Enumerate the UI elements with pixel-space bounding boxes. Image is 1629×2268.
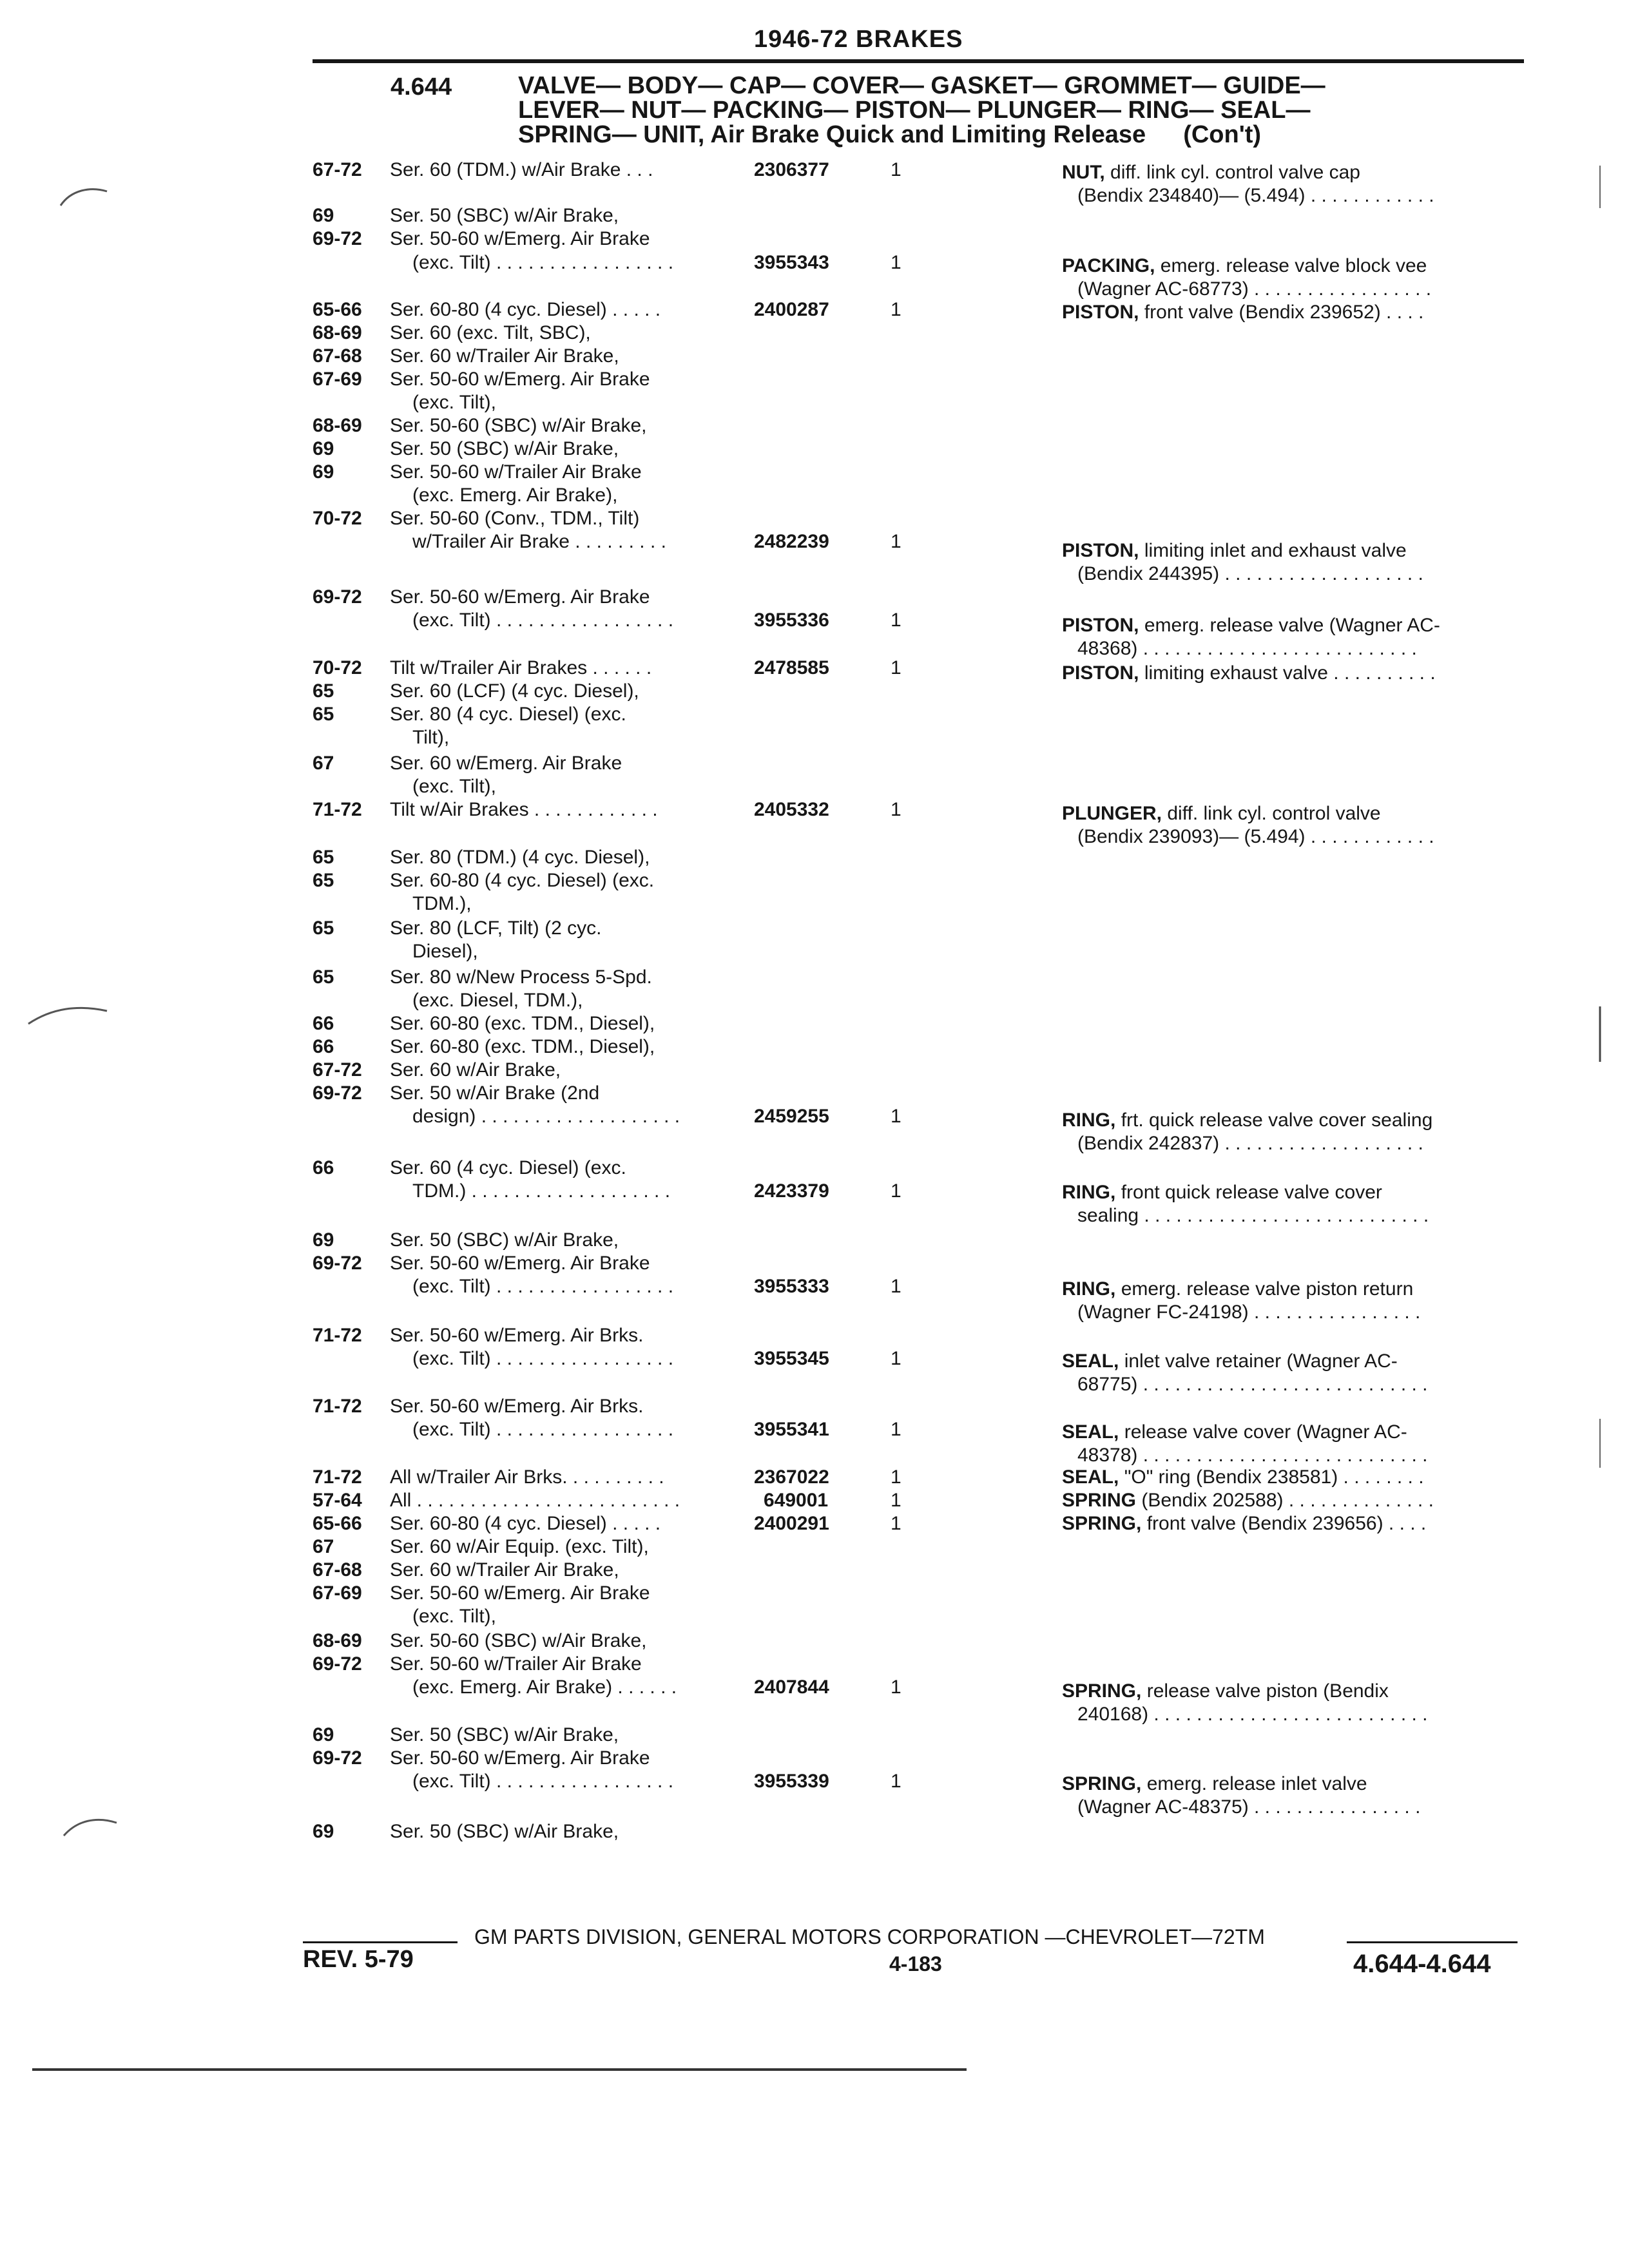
section-number: 4.644 — [390, 73, 452, 101]
row-application: w/Trailer Air Brake . . . . . . . . . — [412, 531, 666, 552]
row-description-line-2: (Wagner AC-48375) . . . . . . . . . . . . . . . . — [1077, 1796, 1421, 1818]
row-part-number: 2400291 — [754, 1513, 829, 1534]
row-quantity: 1 — [891, 1677, 901, 1698]
row-description-text: emerg. release valve piston return — [1121, 1278, 1414, 1300]
row-years: 68-69 — [313, 415, 362, 436]
row-part-name: SPRING — [1062, 1490, 1137, 1511]
row-application-line-2: (exc. Diesel, TDM.), — [412, 990, 583, 1011]
row-description — [1062, 1110, 1432, 1131]
row-description-text: emerg. release valve block vee — [1160, 255, 1427, 276]
row-description — [1062, 615, 1440, 637]
row-part-number: 3955343 — [754, 252, 829, 273]
row-years: 65 — [313, 870, 334, 891]
row-part-name: RING, — [1062, 1278, 1116, 1300]
row-years: 65 — [313, 680, 334, 702]
binder-hole-mark-icon — [58, 184, 110, 209]
row-application: Ser. 60-80 (exc. TDM., Diesel), — [390, 1013, 655, 1034]
row-years: 65-66 — [313, 299, 362, 320]
row-quantity: 1 — [891, 299, 901, 320]
row-application: Ser. 60 (4 cyc. Diesel) (exc. — [390, 1157, 626, 1178]
row-description-text: limiting exhaust valve . . . . . . . . . . — [1144, 662, 1436, 684]
row-application: Ser. 80 w/New Process 5-Spd. — [390, 966, 652, 988]
row-description — [1062, 255, 1427, 277]
footer-section-range: 4.644-4.644 — [1353, 1950, 1491, 1978]
row-quantity: 1 — [891, 252, 901, 273]
row-part-number: 3955339 — [754, 1771, 829, 1792]
footer-page-number: 4-183 — [889, 1952, 942, 1975]
row-years: 68-69 — [313, 1630, 362, 1651]
row-application: (exc. Emerg. Air Brake) . . . . . . — [412, 1677, 677, 1698]
row-application: Ser. 50-60 w/Emerg. Air Brks. — [390, 1396, 644, 1417]
row-quantity: 1 — [891, 1771, 901, 1792]
row-years: 67 — [313, 1536, 334, 1557]
row-application: Ser. 50-60 (SBC) w/Air Brake, — [390, 1630, 647, 1651]
row-application: Ser. 50-60 w/Emerg. Air Brake — [390, 369, 650, 390]
row-application: Ser. 50 (SBC) w/Air Brake, — [390, 1724, 619, 1745]
row-part-number: 2367022 — [754, 1466, 829, 1488]
row-quantity: 1 — [891, 610, 901, 631]
row-application: Ser. 80 (LCF, Tilt) (2 cyc. — [390, 918, 602, 939]
row-years: 67-69 — [313, 1582, 362, 1604]
row-application: Ser. 50-60 (SBC) w/Air Brake, — [390, 415, 647, 436]
row-quantity: 1 — [891, 1180, 901, 1202]
row-description-text: emerg. release valve (Wagner AC- — [1144, 615, 1440, 636]
row-description-text: inlet valve retainer (Wagner AC- — [1124, 1350, 1398, 1372]
row-years: 69-72 — [313, 586, 362, 608]
row-description-text: front valve (Bendix 239656) . . . . — [1146, 1513, 1427, 1534]
row-application-line-2: (exc. Emerg. Air Brake), — [412, 485, 618, 506]
section-title-line-2: LEVER— NUT— PACKING— PISTON— PLUNGER— RING— SEAL— — [518, 97, 1311, 124]
row-application: Ser. 60 w/Air Brake, — [390, 1059, 561, 1081]
row-years: 69-72 — [313, 1253, 362, 1274]
row-years: 65 — [313, 966, 334, 988]
row-application: TDM.) . . . . . . . . . . . . . . . . . . . — [412, 1180, 671, 1202]
footer-rule-left — [303, 1941, 458, 1943]
row-years: 66 — [313, 1157, 334, 1178]
row-years: 69-72 — [313, 228, 362, 249]
row-application: Ser. 60-80 (4 cyc. Diesel) . . . . . — [390, 1513, 661, 1534]
row-part-number: 2478585 — [754, 657, 829, 678]
row-years: 69 — [313, 205, 334, 226]
binder-hole-mark-icon — [26, 1002, 110, 1028]
row-application: Ser. 60 (TDM.) w/Air Brake . . . — [390, 159, 653, 180]
row-application: Ser. 50-60 w/Trailer Air Brake — [390, 461, 642, 483]
row-application: Ser. 80 (4 cyc. Diesel) (exc. — [390, 704, 626, 725]
row-description — [1062, 162, 1360, 184]
row-years: 68-69 — [313, 322, 362, 343]
row-quantity: 1 — [891, 1276, 901, 1297]
row-years: 67-69 — [313, 369, 362, 390]
row-application-line-2: (exc. Tilt), — [412, 392, 497, 413]
continued-label: (Con't) — [1183, 121, 1262, 148]
row-quantity: 1 — [891, 799, 901, 820]
row-description — [1062, 1182, 1382, 1204]
row-years: 70-72 — [313, 508, 362, 529]
row-years: 65 — [313, 918, 334, 939]
row-description-line-2: (Bendix 234840)— (5.494) . . . . . . . . . . . . — [1077, 185, 1434, 206]
row-part-name: SEAL, — [1062, 1350, 1119, 1372]
row-part-number: 2400287 — [754, 299, 829, 320]
row-years: 71-72 — [313, 1396, 362, 1417]
row-description — [1062, 1278, 1413, 1300]
row-years: 70-72 — [313, 657, 362, 678]
row-years: 67-68 — [313, 345, 362, 367]
row-part-name: PISTON, — [1062, 662, 1139, 684]
row-application: Ser. 50 w/Air Brake (2nd — [390, 1082, 600, 1104]
row-part-number: 2407844 — [754, 1677, 829, 1698]
row-description — [1062, 302, 1423, 323]
row-years: 57-64 — [313, 1490, 362, 1511]
row-application-line-2: (exc. Tilt), — [412, 776, 497, 797]
row-part-number: 2405332 — [754, 799, 829, 820]
row-years: 67-72 — [313, 159, 362, 180]
row-description-text: release valve cover (Wagner AC- — [1124, 1421, 1407, 1443]
row-application: Ser. 50-60 w/Emerg. Air Brake — [390, 586, 650, 608]
row-application: Tilt w/Air Brakes . . . . . . . . . . . . — [390, 799, 658, 820]
section-title-line-1: VALVE— BODY— CAP— COVER— GASKET— GROMMET— GUIDE— — [518, 72, 1325, 99]
row-application: Ser. 60 w/Emerg. Air Brake — [390, 753, 622, 774]
row-part-name: PACKING, — [1062, 255, 1155, 276]
row-quantity: 1 — [891, 159, 901, 180]
row-description — [1062, 1680, 1389, 1702]
row-quantity: 1 — [891, 1348, 901, 1369]
row-part-number: 2459255 — [754, 1106, 829, 1127]
row-part-number: 3955336 — [754, 610, 829, 631]
row-part-name: SEAL, — [1062, 1466, 1119, 1488]
row-description-text: diff. link cyl. control valve — [1167, 803, 1381, 824]
scan-bottom-rule — [32, 2068, 967, 2071]
footer-corporation: GM PARTS DIVISION, GENERAL MOTORS CORPORATION —CHEVROLET—72TM — [474, 1925, 1265, 1948]
footer-rule-right — [1347, 1941, 1518, 1943]
row-part-name: RING, — [1062, 1182, 1116, 1203]
row-description — [1062, 1773, 1367, 1795]
scan-edge-speck-icon — [1597, 1005, 1603, 1063]
row-years: 69-72 — [313, 1082, 362, 1104]
row-application: Ser. 60-80 (exc. TDM., Diesel), — [390, 1036, 655, 1057]
row-quantity: 1 — [891, 531, 901, 552]
row-application: Ser. 50-60 w/Emerg. Air Brake — [390, 1253, 650, 1274]
row-description-line-2: sealing . . . . . . . . . . . . . . . . . . . . . . . . . . . — [1077, 1205, 1429, 1226]
row-years: 69 — [313, 1229, 334, 1251]
row-years: 69 — [313, 438, 334, 459]
row-quantity: 1 — [891, 1513, 901, 1534]
row-application: Ser. 50-60 w/Trailer Air Brake — [390, 1653, 642, 1675]
row-description — [1062, 1350, 1398, 1372]
section-title-line-3-text: SPRING— UNIT, Air Brake Quick and Limiting Release — [518, 121, 1146, 148]
row-part-number: 2306377 — [754, 159, 829, 180]
section-title — [518, 73, 1523, 147]
row-application: Ser. 50-60 (Conv., TDM., Tilt) — [390, 508, 640, 529]
row-description-line-2: (Bendix 239093)— (5.494) . . . . . . . . . . . . — [1077, 826, 1434, 847]
row-part-name: SEAL, — [1062, 1421, 1119, 1443]
row-part-number: 3955345 — [754, 1348, 829, 1369]
row-application: Ser. 50 (SBC) w/Air Brake, — [390, 1821, 619, 1842]
row-application: (exc. Tilt) . . . . . . . . . . . . . . . . . — [412, 1771, 674, 1792]
row-application: (exc. Tilt) . . . . . . . . . . . . . . . . . — [412, 1419, 674, 1440]
row-years: 69 — [313, 461, 334, 483]
row-part-number: 649001 — [764, 1490, 829, 1511]
row-part-number: 3955333 — [754, 1276, 829, 1297]
row-description-line-2: 48378) . . . . . . . . . . . . . . . . . . . . . . . . . . . — [1077, 1445, 1428, 1466]
row-application: (exc. Tilt) . . . . . . . . . . . . . . . . . — [412, 1276, 674, 1297]
row-application: Ser. 60 w/Air Equip. (exc. Tilt), — [390, 1536, 649, 1557]
row-years: 69 — [313, 1821, 334, 1842]
row-application: Ser. 60-80 (4 cyc. Diesel) . . . . . — [390, 299, 661, 320]
row-description-line-2: 48368) . . . . . . . . . . . . . . . . . . . . . . . . . . — [1077, 638, 1417, 659]
row-description-text: frt. quick release valve cover sealing — [1121, 1110, 1433, 1131]
row-description — [1062, 1490, 1434, 1512]
row-years: 71-72 — [313, 799, 362, 820]
row-part-name: SPRING, — [1062, 1680, 1142, 1702]
row-years: 69-72 — [313, 1653, 362, 1675]
page-header-title: 1946-72 BRAKES — [754, 26, 963, 53]
row-application: All w/Trailer Air Brks. . . . . . . . . . — [390, 1466, 664, 1488]
row-description-text: "O" ring (Bendix 238581) . . . . . . . . — [1124, 1466, 1424, 1488]
row-application: Ser. 60 (exc. Tilt, SBC), — [390, 322, 591, 343]
row-description-line-2: 240168) . . . . . . . . . . . . . . . . . . . . . . . . . . — [1077, 1704, 1428, 1725]
row-application: Ser. 50 (SBC) w/Air Brake, — [390, 438, 619, 459]
row-quantity: 1 — [891, 1106, 901, 1127]
row-description-line-2: (Bendix 244395) . . . . . . . . . . . . . . . . . . . — [1077, 563, 1423, 584]
row-application: Ser. 80 (TDM.) (4 cyc. Diesel), — [390, 847, 650, 868]
row-application: Ser. 60 w/Trailer Air Brake, — [390, 345, 619, 367]
row-application-line-2: Diesel), — [412, 941, 478, 962]
row-years: 66 — [313, 1013, 334, 1034]
row-part-number: 2423379 — [754, 1180, 829, 1202]
row-application-line-2: (exc. Tilt), — [412, 1606, 497, 1627]
scan-edge-speck-icon — [1597, 1418, 1603, 1469]
row-part-name: PISTON, — [1062, 615, 1139, 636]
row-application: Ser. 50-60 w/Emerg. Air Brake — [390, 228, 650, 249]
row-years: 67-72 — [313, 1059, 362, 1081]
row-application: Ser. 50 (SBC) w/Air Brake, — [390, 205, 619, 226]
section-title-line-3 — [518, 122, 1523, 147]
row-description-line-2: (Bendix 242837) . . . . . . . . . . . . . . . . . . . — [1077, 1133, 1423, 1154]
row-application: Ser. 60-80 (4 cyc. Diesel) (exc. — [390, 870, 655, 891]
row-description — [1062, 1513, 1426, 1535]
row-description-text: release valve piston (Bendix — [1146, 1680, 1389, 1702]
row-description-line-2: 68775) . . . . . . . . . . . . . . . . . . . . . . . . . . . — [1077, 1374, 1428, 1395]
row-years: 71-72 — [313, 1325, 362, 1346]
row-part-number: 3955341 — [754, 1419, 829, 1440]
row-part-name: PLUNGER, — [1062, 803, 1162, 824]
row-application: (exc. Tilt) . . . . . . . . . . . . . . . . . — [412, 1348, 674, 1369]
row-part-number: 2482239 — [754, 531, 829, 552]
row-application: Ser. 50 (SBC) w/Air Brake, — [390, 1229, 619, 1251]
row-part-name: SPRING, — [1062, 1513, 1142, 1534]
row-application: (exc. Tilt) . . . . . . . . . . . . . . . . . — [412, 252, 674, 273]
row-years: 66 — [313, 1036, 334, 1057]
row-years: 67-68 — [313, 1559, 362, 1581]
row-years: 65 — [313, 847, 334, 868]
row-part-name: NUT, — [1062, 162, 1105, 183]
row-application: Ser. 50-60 w/Emerg. Air Brake — [390, 1582, 650, 1604]
row-application: Ser. 60 w/Trailer Air Brake, — [390, 1559, 619, 1581]
row-years: 71-72 — [313, 1466, 362, 1488]
row-description-text: diff. link cyl. control valve cap — [1110, 162, 1360, 183]
row-description-text: front quick release valve cover — [1121, 1182, 1382, 1203]
row-description-text: emerg. release inlet valve — [1146, 1773, 1367, 1794]
row-part-name: PISTON, — [1062, 302, 1139, 323]
row-application: (exc. Tilt) . . . . . . . . . . . . . . . . . — [412, 610, 674, 631]
binder-hole-mark-icon — [61, 1814, 119, 1840]
scan-edge-speck-icon — [1597, 164, 1603, 209]
row-description — [1062, 662, 1436, 684]
row-quantity: 1 — [891, 1419, 901, 1440]
row-years: 69 — [313, 1724, 334, 1745]
row-application: design) . . . . . . . . . . . . . . . . . . . — [412, 1106, 680, 1127]
footer-revision: REV. 5-79 — [303, 1946, 414, 1973]
row-description-text: limiting inlet and exhaust valve — [1144, 540, 1407, 561]
row-description — [1062, 1466, 1424, 1488]
row-description-text: (Bendix 202588) . . . . . . . . . . . . . . — [1141, 1490, 1434, 1511]
row-application: Ser. 60 (LCF) (4 cyc. Diesel), — [390, 680, 639, 702]
row-part-name: PISTON, — [1062, 540, 1139, 561]
row-application: Ser. 50-60 w/Emerg. Air Brks. — [390, 1325, 644, 1346]
row-application: Ser. 50-60 w/Emerg. Air Brake — [390, 1747, 650, 1769]
row-part-name: RING, — [1062, 1110, 1116, 1131]
row-application-line-2: Tilt), — [412, 727, 450, 748]
row-application-line-2: TDM.), — [412, 893, 472, 914]
row-description-line-2: (Wagner AC-68773) . . . . . . . . . . . . . . . . . — [1077, 278, 1432, 300]
row-description — [1062, 803, 1381, 825]
row-description-text: front valve (Bendix 239652) . . . . — [1144, 302, 1424, 323]
row-quantity: 1 — [891, 1466, 901, 1488]
row-years: 65-66 — [313, 1513, 362, 1534]
row-application: Tilt w/Trailer Air Brakes . . . . . . — [390, 657, 652, 678]
row-description-line-2: (Wagner FC-24198) . . . . . . . . . . . . . . . . — [1077, 1302, 1421, 1323]
row-part-name: SPRING, — [1062, 1773, 1142, 1794]
row-quantity: 1 — [891, 657, 901, 678]
header-rule — [313, 59, 1524, 63]
row-years: 69-72 — [313, 1747, 362, 1769]
row-application: All . . . . . . . . . . . . . . . . . . . . . . . . . — [390, 1490, 680, 1511]
row-years: 67 — [313, 753, 334, 774]
row-years: 65 — [313, 704, 334, 725]
row-description — [1062, 540, 1407, 562]
row-quantity: 1 — [891, 1490, 901, 1511]
row-description — [1062, 1421, 1407, 1443]
